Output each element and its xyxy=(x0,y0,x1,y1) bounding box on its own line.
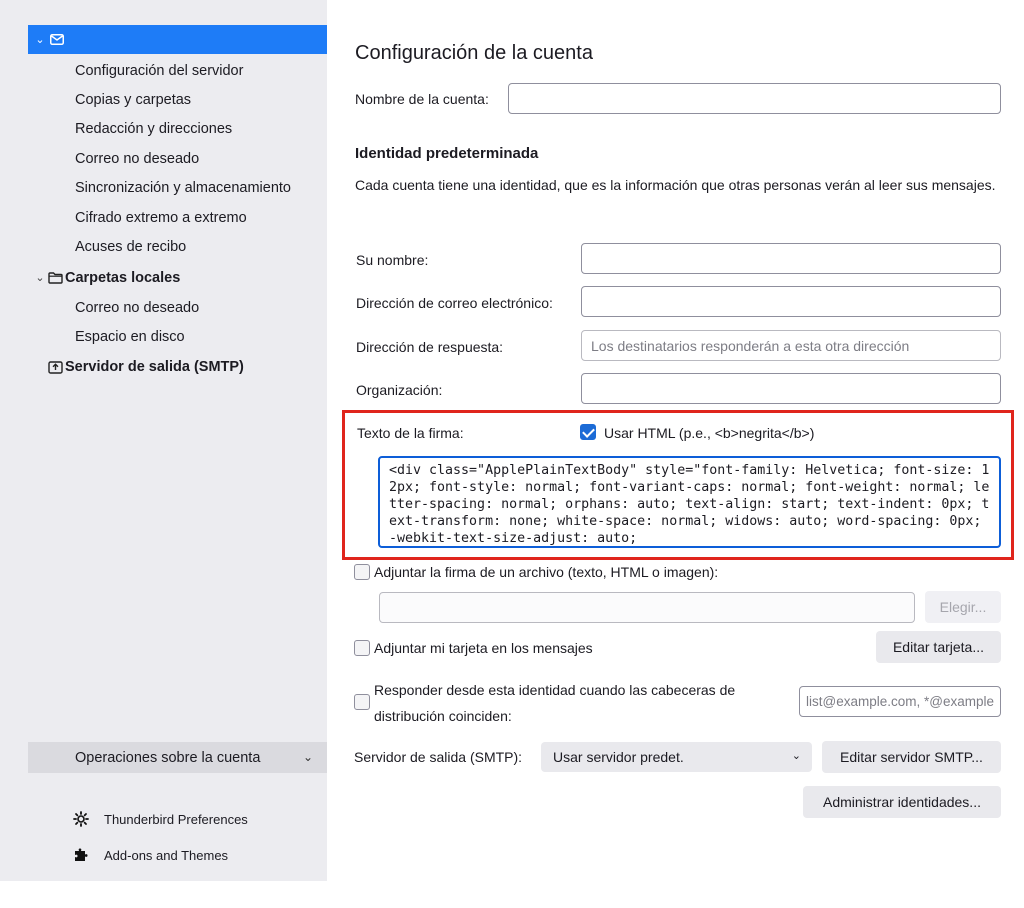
sidebar-item-label: Sincronización y almacenamiento xyxy=(75,179,291,196)
chevron-down-icon: ⌄ xyxy=(302,750,313,764)
sidebar-item-sync-storage[interactable] xyxy=(28,173,327,202)
outbox-icon xyxy=(48,360,63,374)
addons-label: Add-ons and Themes xyxy=(104,847,229,863)
choose-file-button[interactable]: Elegir... xyxy=(925,591,1001,623)
email-input[interactable] xyxy=(581,286,1001,317)
account-settings-pane xyxy=(327,0,1024,908)
attach-vcard-checkbox[interactable] xyxy=(354,640,370,656)
signature-textarea[interactable]: <div class="ApplePlainTextBody" style="font-family: Helvetica; font-size: 12px; font-style: normal; font-variant-caps: normal; font-weight: normal; letter-spacing: normal; orphans: auto; text-align: start; text-indent: 0px; text-transform: none; white-space: normal; widows: auto; word-spacing: 0px; -webkit-text-size-adjust: auto; xyxy=(378,456,1001,548)
account-actions-label: Operaciones sobre la cuenta xyxy=(75,749,261,766)
sidebar-item-server-settings[interactable] xyxy=(28,56,327,85)
chevron-down-icon[interactable]: ⌄ xyxy=(35,272,45,284)
use-html-label: Usar HTML (p.e., <b>negrita</b>) xyxy=(604,425,815,441)
sidebar-item-label: Redacción y direcciones xyxy=(75,120,233,137)
identity-heading: Identidad predeterminada xyxy=(355,145,539,162)
sidebar-item-label: Acuses de recibo xyxy=(75,238,187,255)
attach-vcard-label: Adjuntar mi tarjeta en los mensajes xyxy=(374,640,593,656)
account-sidebar xyxy=(0,0,327,881)
reply-from-addresses-input[interactable] xyxy=(799,686,1001,717)
sidebar-item-composition[interactable] xyxy=(28,114,327,143)
manage-identities-button[interactable]: Administrar identidades... xyxy=(803,786,1001,818)
account-actions-button[interactable] xyxy=(28,742,327,773)
use-html-checkbox[interactable] xyxy=(580,424,596,440)
email-label: Dirección de correo electrónico: xyxy=(356,295,553,311)
reply-from-label-line2: distribución coinciden: xyxy=(374,708,512,724)
sidebar-item-smtp[interactable] xyxy=(28,352,327,381)
sidebar-item-label: Correo no deseado xyxy=(75,299,200,316)
sidebar-item-label: Correo no deseado xyxy=(75,150,200,167)
sidebar-item-label: Copias y carpetas xyxy=(75,91,192,108)
page-title: Configuración de la cuenta xyxy=(355,42,593,64)
sidebar-item-e2e[interactable] xyxy=(28,203,327,232)
sidebar-item-receipts[interactable] xyxy=(28,232,327,261)
sidebar-item-account[interactable] xyxy=(28,25,327,54)
sidebar-item-junk[interactable] xyxy=(28,144,327,173)
signature-label: Texto de la firma: xyxy=(357,425,464,441)
account-name-label: Nombre de la cuenta: xyxy=(355,91,489,107)
reply-to-label: Dirección de respuesta: xyxy=(356,339,504,355)
thunderbird-preferences-link[interactable] xyxy=(72,811,248,827)
reply-from-label-line1: Responder desde esta identidad cuando las cabeceras de xyxy=(374,682,736,698)
edit-card-button[interactable]: Editar tarjeta... xyxy=(876,631,1001,663)
sidebar-item-label: Cifrado extremo a extremo xyxy=(75,209,247,226)
smtp-server-select[interactable] xyxy=(541,742,812,772)
name-input[interactable] xyxy=(581,243,1001,274)
organization-input[interactable] xyxy=(581,373,1001,404)
smtp-label: Servidor de salida (SMTP): xyxy=(354,749,523,765)
sidebar-item-local-junk[interactable] xyxy=(28,293,327,322)
sidebar-item-label: Espacio en disco xyxy=(75,328,185,345)
attach-signature-file-checkbox[interactable] xyxy=(354,564,370,580)
edit-smtp-button[interactable]: Editar servidor SMTP... xyxy=(822,741,1001,773)
envelope-icon xyxy=(50,34,64,45)
sidebar-item-disk-space[interactable] xyxy=(28,322,327,351)
addons-themes-link[interactable] xyxy=(72,847,228,863)
sidebar-item-label: Servidor de salida (SMTP) xyxy=(65,358,244,375)
name-label: Su nombre: xyxy=(356,252,429,268)
organization-label: Organización: xyxy=(356,382,443,398)
signature-file-path-input[interactable] xyxy=(379,592,915,623)
smtp-select-value: Usar servidor predet. xyxy=(553,749,684,765)
sidebar-item-copies-folders[interactable] xyxy=(28,85,327,114)
puzzle-piece-icon xyxy=(72,847,90,863)
gear-icon xyxy=(72,811,90,827)
folder-icon xyxy=(48,272,63,284)
chevron-down-icon: ⌄ xyxy=(791,750,801,762)
preferences-label: Thunderbird Preferences xyxy=(104,811,248,827)
identity-description: Cada cuenta tiene una identidad, que es la información que otras personas verán al leer sus mensajes. xyxy=(355,177,996,193)
chevron-down-icon[interactable]: ⌄ xyxy=(35,34,45,46)
account-name-input[interactable] xyxy=(508,83,1001,114)
sidebar-item-local-folders[interactable] xyxy=(28,263,327,292)
sidebar-item-label: Carpetas locales xyxy=(65,269,181,286)
reply-from-identity-checkbox[interactable] xyxy=(354,694,370,710)
reply-to-input[interactable] xyxy=(581,330,1001,361)
sidebar-item-label: Configuración del servidor xyxy=(75,62,244,79)
attach-signature-file-label: Adjuntar la firma de un archivo (texto, HTML o imagen): xyxy=(374,564,719,580)
